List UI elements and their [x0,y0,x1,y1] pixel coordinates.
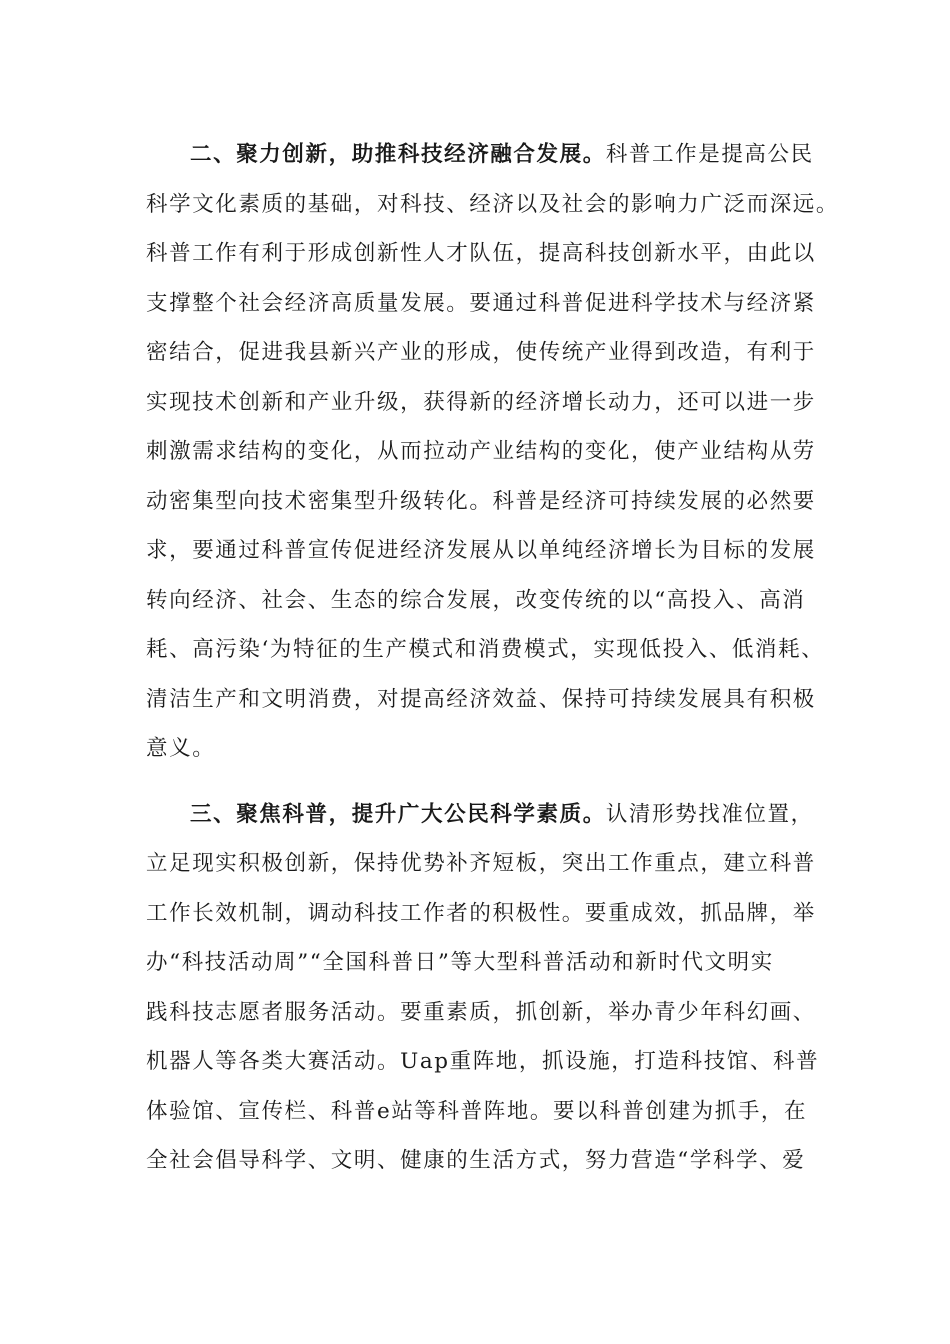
paragraph-line: 工作长效机制，调动科技工作者的积极性。要重成效，抓品牌，举 [146,900,816,926]
paragraph-text: 认清形势找准位置， [605,801,814,827]
paragraph-line: 科学文化素质的基础，对科技、经济以及社会的影响力广泛而深远。 [146,191,840,217]
paragraph-line: 办“科技活动周”“全国科普日”等大型科普活动和新时代文明实 [146,950,774,975]
paragraph-line: 意义。 [146,736,216,761]
paragraph-line: 清洁生产和文明消费，对提高经济效益、保持可持续发展具有积极 [146,686,816,712]
paragraph-line: 立足现实积极创新，保持优势补齐短板，突出工作重点，建立科普 [146,851,816,876]
paragraph-line: 支撑整个社会经济高质量发展。要通过科普促进科学技术与经济紧 [146,290,816,316]
paragraph-line: 耗、高污染‘为特征的生产模式和消费模式，实现低投入、低消耗、 [146,637,825,662]
section-2-heading: 二、聚力创新，助推科技经济融合发展。 [190,142,606,167]
section-3-first-line [146,790,814,840]
paragraph-line: 转向经济、社会、生态的综合发展，改变传统的以“高投入、高消 [146,587,806,613]
paragraph-line: 科普工作有利于形成创新性人才队伍，提高科技创新水平，由此以 [146,241,816,266]
paragraph-line: 密结合，促进我县新兴产业的形成，使传统产业得到改造，有利于 [146,340,816,365]
paragraph-line: 体验馆、宣传栏、科普e站等科普阵地。要以科普创建为抓手，在 [146,1098,808,1124]
paragraph-text: 科普工作是提高公民 [605,142,814,167]
paragraph-line: 动密集型向技术密集型升级转化。科普是经济可持续发展的必然要 [146,488,816,514]
paragraph-line: 刺激需求结构的变化，从而拉动产业结构的变化，使产业结构从劳 [146,439,816,464]
document-body [146,130,840,1186]
paragraph-line: 践科技志愿者服务活动。要重素质，抓创新，举办青少年科幻画、 [146,999,816,1025]
section-3-heading: 三、聚焦科普，提升广大公民科学素质。 [190,801,606,827]
paragraph-line: 机器人等各类大赛活动。Uap重阵地，抓设施，打造科技馆、科普 [146,1049,820,1074]
paragraph-line: 实现技术创新和产业升级，获得新的经济增长动力，还可以进一步 [146,389,816,415]
paragraph-line: 求，要通过科普宣传促进经济发展从以单纯经济增长为目标的发展 [146,538,816,563]
paragraph-line: 全社会倡导科学、文明、健康的生活方式，努力营造“学科学、爱 [146,1148,806,1173]
section-2-first-line [146,130,814,180]
